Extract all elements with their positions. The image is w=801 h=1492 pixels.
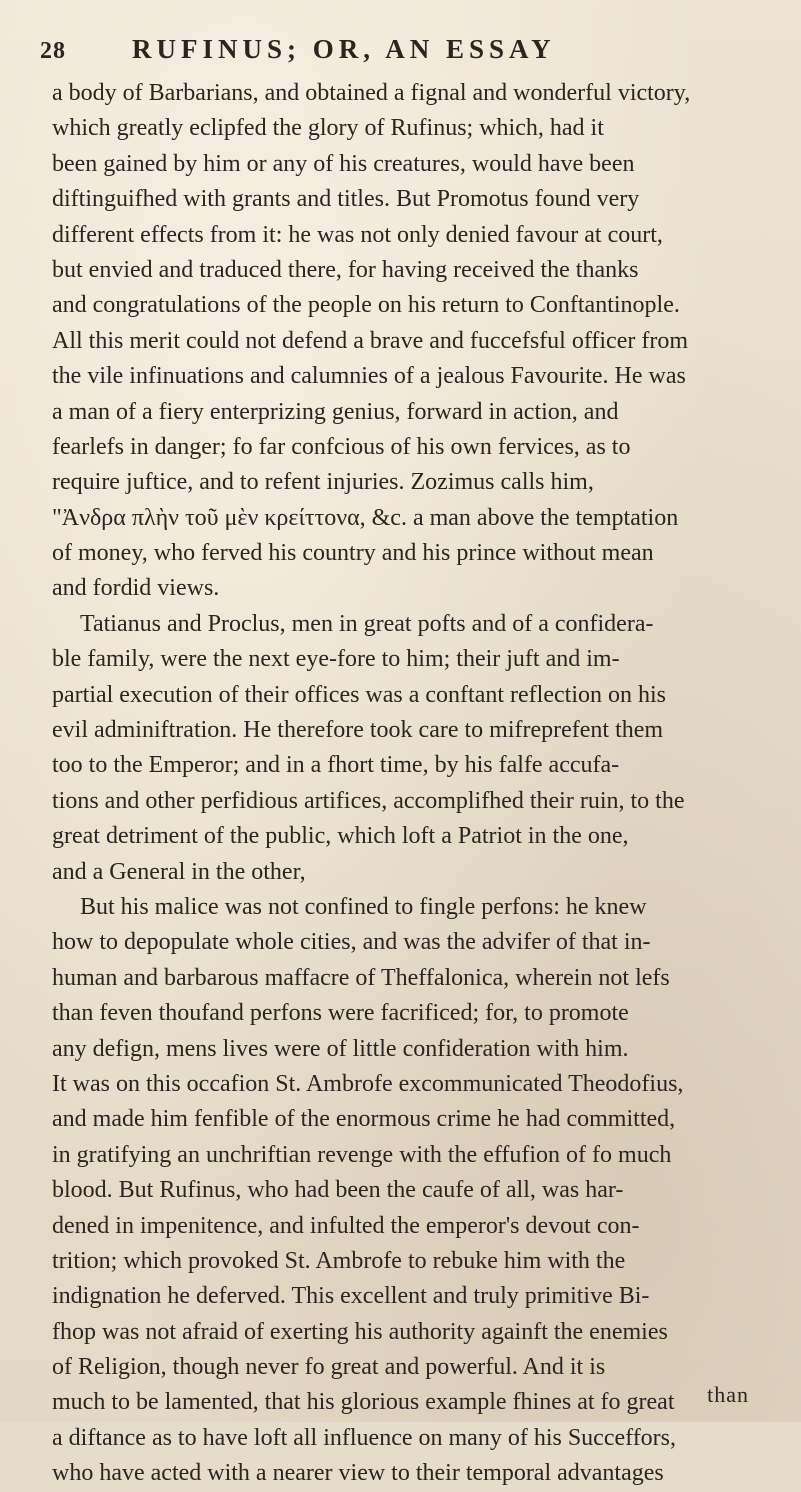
text-line: much to be lamented, that his glorious example fhines at fo great — [52, 1389, 675, 1416]
text-line: and a General in the other, — [52, 858, 306, 885]
text-line: fhop was not afraid of exerting his authority againft the enemies — [52, 1318, 668, 1345]
text-line: and congratulations of the people on his return to Conftantinople. — [52, 292, 680, 319]
text-line: diftinguifhed with grants and titles. But Promotus found very — [52, 186, 640, 213]
text-line: but envied and traduced there, for having received the thanks — [52, 256, 639, 283]
text-line: a body of Barbarians, and obtained a fignal and wonderful victory, — [52, 80, 691, 106]
text-line: any defign, mens lives were of little confideration with him. — [52, 1035, 629, 1062]
text-line: Tatianus and Proclus, men in great pofts and of a confidera- — [80, 610, 654, 637]
text-line: of Religion, though never fo great and powerful. And it is — [52, 1354, 606, 1381]
page-header — [40, 34, 780, 74]
text-line: fearlefs in danger; fo far confcious of his own fervices, as to — [52, 433, 631, 460]
text-line: and made him fenfible of the enormous crime he had committed, — [52, 1106, 676, 1133]
text-line: require juftice, and to refent injuries. Zozimus calls him, — [52, 469, 594, 496]
text-line: ble family, were the next eye-fore to him; their juft and im- — [52, 646, 620, 673]
text-line: and fordid views. — [52, 575, 220, 602]
running-head: RUFINUS; OR, AN ESSAY — [132, 34, 556, 64]
text-line: It was on this occafion St. Ambrofe excommunicated Theodofius, — [52, 1070, 684, 1097]
text-line: than feven thoufand perfons were facrificed; for, to promote — [52, 1000, 629, 1027]
text-line: too to the Emperor; and in a fhort time, by his falfe accufa- — [52, 752, 620, 779]
page-number: 28 — [40, 38, 66, 64]
text-line: great detriment of the public, which loft a Patriot in the one, — [52, 823, 629, 850]
text-line: blood. But Rufinus, who had been the caufe of all, was har- — [52, 1177, 624, 1204]
text-line: human and barbarous maffacre of Theffalonica, wherein not lefs — [52, 964, 670, 991]
text-line: trition; which provoked St. Ambrofe to rebuke him with the — [52, 1247, 626, 1274]
text-line: evil adminiftration. He therefore took care to mifreprefent them — [52, 717, 664, 744]
text-line: All this merit could not defend a brave and fuccefsful officer from — [52, 327, 688, 354]
text-line: partial execution of their offices was a conftant reflection on his — [52, 681, 666, 708]
text-line: the vile infinuations and calumnies of a jealous Favourite. He was — [52, 363, 686, 390]
text-line: different effects from it: he was not only denied favour at court, — [52, 221, 663, 248]
catchword: than — [707, 1382, 749, 1407]
text-line: dened in impenitence, and infulted the emperor's devout con- — [52, 1212, 640, 1239]
text-line: a diftance as to have loft all influence on many of his Succeffors, — [52, 1424, 677, 1451]
text-line: of money, who ferved his country and his prince without mean — [52, 540, 654, 567]
text-line: indignation he deferved. This excellent and truly primitive Bi- — [52, 1283, 650, 1310]
body-text — [52, 76, 777, 1492]
text-line: in gratifying an unchriftian revenge with the effufion of fo much — [52, 1141, 672, 1168]
text-line: a man of a fiery enterprizing genius, forward in action, and — [52, 398, 619, 425]
text-line: who have acted with a nearer view to their temporal advantages — [52, 1460, 664, 1487]
text-line: how to depopulate whole cities, and was the advifer of that in- — [52, 929, 651, 956]
text-line: "Ἀνδρα πλὴν τοῦ μὲν κρείττονα, &c. a man above the temptation — [52, 504, 679, 531]
text-line: tions and other perfidious artifices, accomplifhed their ruin, to the — [52, 787, 685, 814]
text-line: been gained by him or any of his creatures, would have been — [52, 150, 635, 177]
text-line: But his malice was not confined to fingle perfons: he knew — [80, 893, 647, 920]
text-line: which greatly eclipfed the glory of Rufinus; which, had it — [52, 115, 604, 142]
